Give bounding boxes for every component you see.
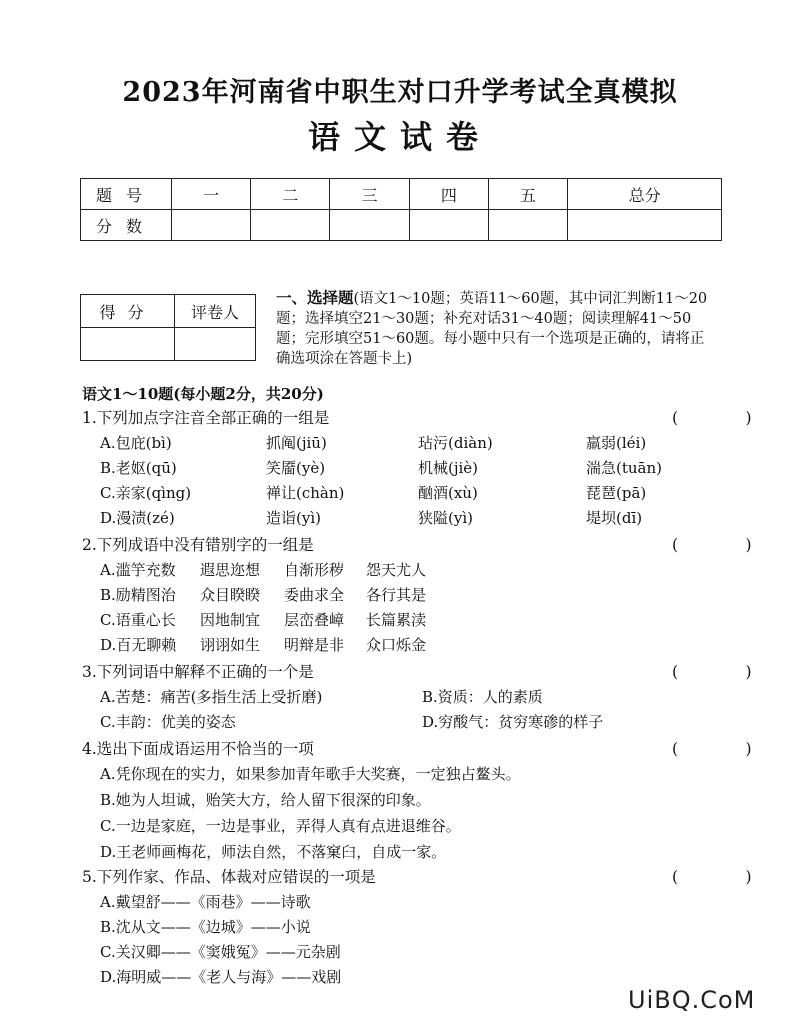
answer-paren[interactable]: ( ) — [672, 868, 778, 886]
option: 层峦叠嶂 — [284, 611, 345, 629]
option: B.励精图治 — [100, 586, 176, 604]
option: A.包庇(bì) — [100, 434, 172, 452]
option: 堤坝(dī) — [586, 509, 643, 527]
score-cell-header: 题号 — [81, 179, 172, 210]
subsection-heading: 语文1～10题(每小题2分，共20分) — [82, 385, 324, 403]
section-instructions — [276, 288, 716, 369]
question-stem: 2.下列成语中没有错别字的一组是 — [82, 536, 314, 554]
score-cell-empty[interactable] — [251, 210, 330, 241]
option: C.语重心长 — [100, 611, 176, 629]
answer-paren[interactable]: ( ) — [672, 409, 778, 427]
score-cell-header: 三 — [330, 179, 409, 210]
score-cell-header: 二 — [251, 179, 330, 210]
grader-name-cell[interactable] — [175, 328, 256, 361]
option: B.她为人坦诚，贻笑大方，给人留下很深的印象。 — [100, 791, 431, 809]
score-cell-empty[interactable] — [330, 210, 409, 241]
option: 明辩是非 — [284, 636, 345, 654]
option: B.资质：人的素质 — [422, 688, 543, 706]
option: D.漫渍(zé) — [100, 509, 175, 527]
option: A.滥竽充数 — [100, 561, 176, 579]
score-cell-empty[interactable] — [568, 210, 722, 241]
section-label: 一、选择题 — [276, 288, 354, 307]
option: 狭隘(yì) — [418, 509, 473, 527]
option: A.凭你现在的实力，如果参加青年歌手大奖赛，一定独占鳌头。 — [100, 765, 521, 783]
grader-name-label: 评卷人 — [175, 295, 256, 328]
option: A.苦楚：痛苦(多指生活上受折磨) — [100, 688, 323, 706]
option: B.老妪(qū) — [100, 459, 177, 477]
option: 各行其是 — [366, 586, 427, 604]
score-table-header-row — [81, 179, 722, 210]
answer-paren[interactable]: ( ) — [672, 740, 778, 758]
option: 众目睽睽 — [200, 586, 261, 604]
option: 禅让(chàn) — [266, 484, 345, 502]
option: 湍急(tuān) — [586, 459, 662, 477]
option: 怨天尤人 — [366, 561, 427, 579]
grader-score-label: 得分 — [81, 295, 175, 328]
option: 机械(jiè) — [418, 459, 479, 477]
option: 玷污(diàn) — [418, 434, 493, 452]
option: 委曲求全 — [284, 586, 345, 604]
watermark-text: UiBQ.CoM — [628, 986, 756, 1014]
question-stem: 4.选出下面成语运用不恰当的一项 — [82, 740, 314, 758]
score-cell-header: 四 — [409, 179, 488, 210]
question-stem: 1.下列加点字注音全部正确的一组是 — [82, 409, 330, 427]
option: C.一边是家庭，一边是事业，弄得人真有点进退维谷。 — [100, 817, 461, 835]
grader-score-cell[interactable] — [81, 328, 175, 361]
option: 诩诩如生 — [200, 636, 261, 654]
score-cell-empty[interactable] — [172, 210, 251, 241]
option: D.穷酸气：贫穷寒碜的样子 — [422, 713, 604, 731]
grader-table — [80, 294, 256, 361]
option: 遐思迩想 — [200, 561, 261, 579]
option: C.关汉卿——《窦娥冤》——元杂剧 — [100, 943, 341, 961]
option: 众口烁金 — [366, 636, 427, 654]
option: 造诣(yì) — [266, 509, 321, 527]
option: 因地制宜 — [200, 611, 261, 629]
page-title: 2023年河南省中职生对口升学考试全真模拟 — [122, 77, 678, 108]
option: 长篇累渎 — [366, 611, 427, 629]
option: C.亲家(qìng) — [100, 484, 192, 502]
question-stem: 5.下列作家、作品、体裁对应错误的一项是 — [82, 868, 376, 886]
score-cell-header: 一 — [172, 179, 251, 210]
option: 抓阄(jiū) — [266, 434, 327, 452]
option: 酗酒(xù) — [418, 484, 478, 502]
option: 笑靥(yè) — [266, 459, 326, 477]
answer-paren[interactable]: ( ) — [672, 536, 778, 554]
page-subtitle: 语文试卷 — [307, 118, 492, 156]
question-stem: 3.下列词语中解释不正确的一个是 — [82, 663, 314, 681]
option: 自渐形秽 — [284, 561, 345, 579]
option: B.沈从文——《边城》——小说 — [100, 918, 311, 936]
option: D.海明威——《老人与海》——戏剧 — [100, 968, 342, 986]
score-table — [80, 178, 722, 241]
score-cell-header: 总分 — [568, 179, 722, 210]
answer-paren[interactable]: ( ) — [672, 663, 778, 681]
option: D.王老师画梅花，师法自然，不落窠臼，自成一家。 — [100, 843, 447, 861]
section-text: (语文1～10题；英语11～60题，其中词汇判断11～20题；选择填空21～30题；补充对话31～40题；阅读理解41～50题；完形填空51～60题。每小题中只有一个选项是正确的，请将正确选项涂在答题卡上) — [276, 291, 708, 367]
score-cell-label: 分数 — [81, 210, 172, 241]
option: 琵琶(pā) — [586, 484, 647, 502]
score-cell-empty[interactable] — [488, 210, 567, 241]
option: C.丰韵：优美的姿态 — [100, 713, 236, 731]
option: A.戴望舒——《雨巷》——诗歌 — [100, 893, 311, 911]
option: 羸弱(léi) — [586, 434, 647, 452]
score-cell-header: 五 — [488, 179, 567, 210]
option: D.百无聊赖 — [100, 636, 177, 654]
score-table-value-row — [81, 210, 722, 241]
score-cell-empty[interactable] — [409, 210, 488, 241]
